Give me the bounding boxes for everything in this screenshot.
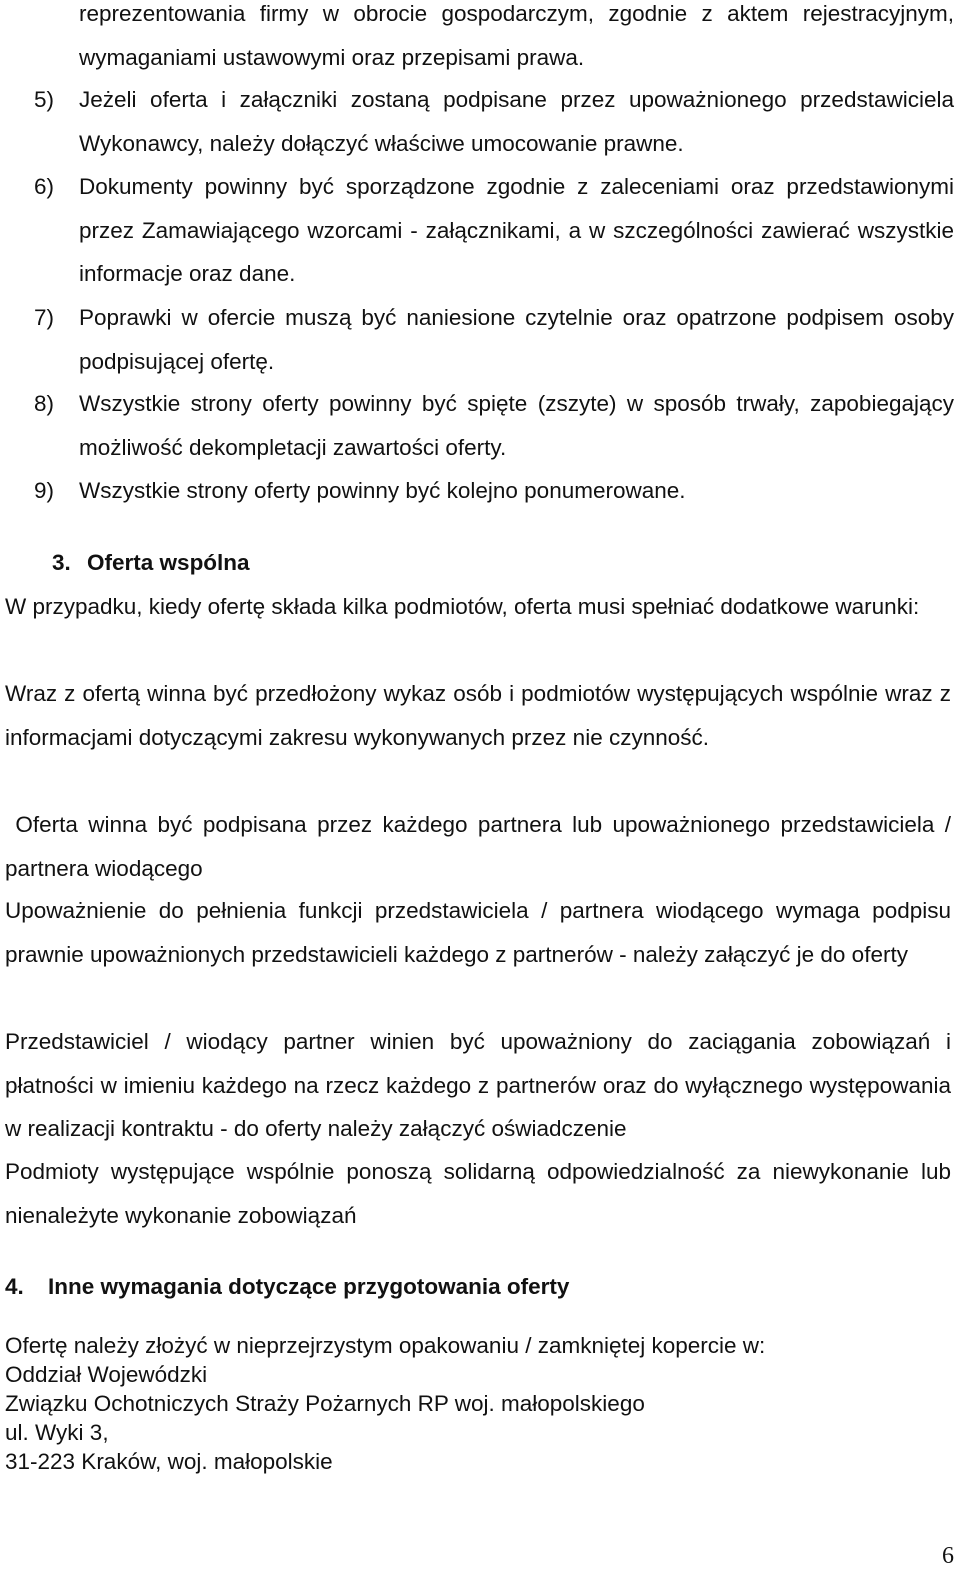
- list-item-text: Poprawki w ofercie muszą być naniesione czytelnie oraz opatrzone podpisem osoby podpisującej ofertę.: [79, 305, 954, 374]
- address-line: 31-223 Kraków, woj. małopolskie: [5, 1449, 333, 1474]
- page-number: 6: [942, 1543, 954, 1569]
- section-title: Inne wymagania dotyczące przygotowania oferty: [48, 1274, 570, 1299]
- list-item: [0, 469, 960, 513]
- list-item-number: 9): [34, 478, 55, 503]
- list-item-text: Dokumenty powinny być sporządzone zgodnie z zaleceniami oraz przedstawionymi przez Zamawiającego wzorcami - załącznikami, a w szczególności zawierać wszystkie informacje oraz dane.: [79, 174, 954, 287]
- address-line: Związku Ochotniczych Straży Pożarnych RP woj. małopolskiego: [5, 1391, 645, 1416]
- address-line: Ofertę należy złożyć w nieprzejrzystym opakowaniu / zamkniętej kopercie w:: [5, 1333, 766, 1358]
- section-number: 3.: [52, 550, 71, 575]
- list-item-number: 8): [34, 391, 55, 416]
- paragraph: Wraz z ofertą winna być przedłożony wykaz osób i podmiotów występujących wspólnie wraz z informacjami dotyczącymi zakresu wykonywanych przez nie czynność.: [5, 681, 951, 750]
- list-item: [0, 382, 960, 469]
- list-item-number: 7): [34, 305, 55, 330]
- paragraph: Upoważnienie do pełnienia funkcji przedstawiciela / partnera wiodącego wymaga podpisu prawnie upoważnionych przedstawicieli każdego z partnerów - należy załączyć je do oferty: [5, 898, 951, 967]
- list-item-text: Wszystkie strony oferty powinny być kolejno ponumerowane.: [79, 478, 686, 503]
- paragraph: Podmioty występujące wspólnie ponoszą solidarną odpowiedzialność za niewykonanie lub nienależyte wykonanie zobowiązań: [5, 1159, 951, 1228]
- list-item: [0, 165, 960, 296]
- list-item-number: 5): [34, 87, 55, 112]
- list-item-text: reprezentowania firmy w obrocie gospodarczym, zgodnie z aktem rejestracyjnym, wymaganiami ustawowymi oraz przepisami prawa.: [79, 1, 954, 70]
- address-line: Oddział Wojewódzki: [5, 1362, 208, 1387]
- list-item: [0, 296, 960, 383]
- list-item-continuation: [0, 0, 960, 79]
- list-item: [0, 78, 960, 165]
- section-number: 4.: [5, 1274, 24, 1299]
- address-line: ul. Wyki 3,: [5, 1420, 109, 1445]
- section-heading: [5, 1273, 569, 1301]
- paragraph: Przedstawiciel / wiodący partner winien być upoważniony do zaciągania zobowiązań i płatności w imieniu każdego na rzecz każdego z partnerów oraz do wyłącznego występowania w realizacji kontraktu - do oferty należy załączyć oświadczenie: [5, 1029, 951, 1142]
- list-item-text: Wszystkie strony oferty powinny być spięte (zszyte) w sposób trwały, zapobiegający możliwość dekompletacji zawartości oferty.: [79, 391, 954, 460]
- paragraph: W przypadku, kiedy ofertę składa kilka podmiotów, oferta musi spełniać dodatkowe warunki:: [5, 594, 920, 619]
- section-title: Oferta wspólna: [87, 550, 250, 575]
- paragraph: Oferta winna być podpisana przez każdego partnera lub upoważnionego przedstawiciela / partnera wiodącego: [5, 812, 958, 881]
- list-item-text: Jeżeli oferta i załączniki zostaną podpisane przez upoważnionego przedstawiciela Wykonawcy, należy dołączyć właściwe umocowanie prawne.: [79, 87, 954, 156]
- list-item-number: 6): [34, 174, 55, 199]
- section-heading: [52, 549, 250, 577]
